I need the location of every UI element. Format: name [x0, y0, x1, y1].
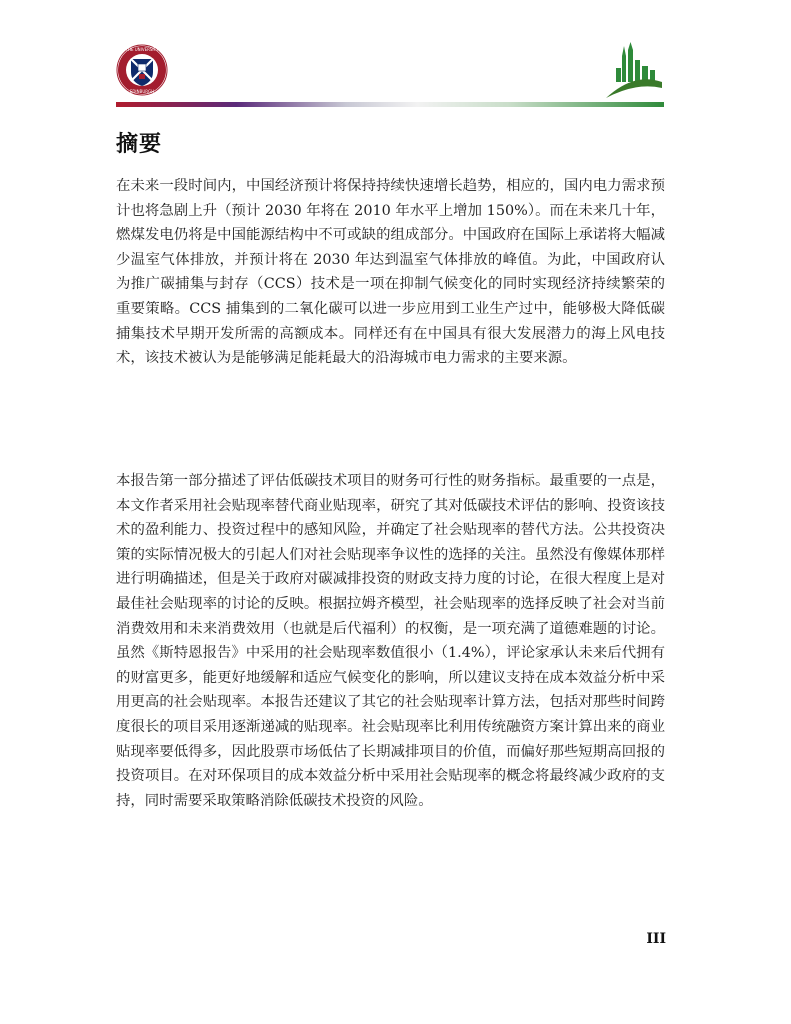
page-header — [0, 0, 791, 115]
page-title: 摘要 — [116, 131, 163, 157]
svg-text:EDINBURGH: EDINBURGH — [129, 89, 155, 94]
city-skyline-green-arc-icon — [604, 42, 664, 100]
svg-text:THE UNIVERSITY: THE UNIVERSITY — [125, 47, 159, 52]
page-number: III — [646, 931, 666, 947]
body-paragraph-2: 本报告第一部分描述了评估低碳技术项目的财务可行性的财务指标。最重要的一点是，本文作者采用社会贴现率替代商业贴现率，研究了其对低碳技术评估的影响、投资该技术的盈利能力、投资过程中的感知风险，并确定了社会贴现率的替代方法。公共投资决策的实际情况极大的引起人们对社会贴现率争议性的选择的关注。虽然没有像媒体那样进行明确描述，但是关于政府对碳减排投资的财政支持力度的讨论，在很大程度上是对最佳社会贴现率的讨论的反映。根据拉姆齐模型，社会贴现率的选择反映了社会对当前消费效用和未来消费效用（也就是后代福利）的权衡，是一项充满了道德难题的讨论。虽然《斯特恩报告》中采用的社会贴现率数值很小（1.4%），评论家承认未来后代拥有的财富更多，能更好地缓解和适应气候变化的影响，所以建议支持在成本效益分析中采用更高的社会贴现率。本报告还建议了其它的社会贴现率计算方法，包括对那些时间跨度很长的项目采用逐渐递减的贴现率。社会贴现率比利用传统融资方案计算出来的商业贴现率要低得多，因此股票市场低估了长期减排项目的价值，而偏好那些短期高回报的投资项目。在对环保项目的成本效益分析中采用社会贴现率的概念将最终减少政府的支持，同时需要采取策略消除低碳技术投资的风险。 — [116, 473, 665, 809]
university-of-edinburgh-crest-icon — [116, 44, 168, 96]
body-paragraph-1: 在未来一段时间内，中国经济预计将保持持续快速增长趋势，相应的，国内电力需求预计也将急剧上升（预计 2030 年将在 2010 年水平上增加 150%）。而在未来几十年，燃煤发电仍将是中国能源结构中不可或缺的组成部分。中国政府在国际上承诺将大幅减少温室气体排放，并预计将在 2030 年达到温室气体排放的峰值。为此，中国政府认为推广碳捕集与封存（CCS）技术是一项在抑制气候变化的同时实现经济持续繁荣的重要策略。CCS 捕集到的二氧化碳可以进一步应用到工业生产过中，能够极大降低碳捕集技术早期开发所需的高额成本。同样还有在中国具有很大发展潜力的海上风电技术，该技术被认为是能够满足能耗最大的沿海城市电力需求的主要来源。 — [116, 178, 665, 367]
header-divider-rule — [116, 102, 664, 107]
